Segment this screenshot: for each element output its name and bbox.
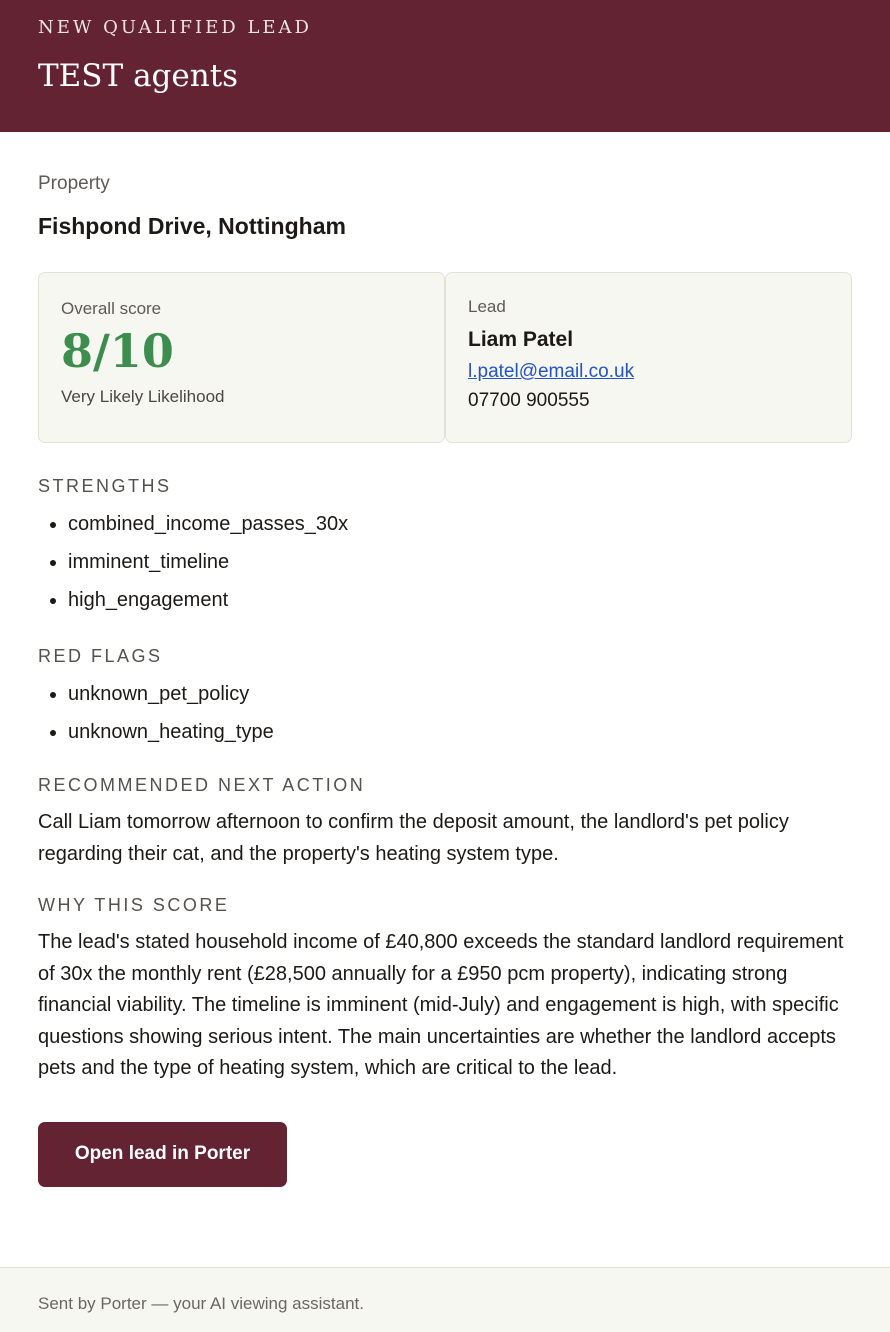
strengths-list [38, 505, 852, 619]
score-label: Overall score [61, 299, 162, 318]
email-body [0, 132, 890, 1187]
property-address: Fishpond Drive, Nottingham [38, 213, 346, 239]
red-flags-list [38, 675, 852, 751]
lead-label: Lead [468, 297, 506, 316]
lead-phone: 07700 900555 [468, 390, 590, 411]
likelihood-text: Very Likely Likelihood [61, 387, 225, 406]
email-footer: Sent by Porter — your AI viewing assistant. [0, 1267, 890, 1332]
strengths-heading: STRENGTHS [38, 476, 172, 496]
agency-title: TEST agents [38, 58, 239, 94]
list-item: • unknown_pet_policy [68, 675, 852, 713]
lead-name: Liam Patel [468, 328, 574, 351]
list-item: • unknown_heating_type [68, 713, 852, 751]
red-flags-heading: RED FLAGS [38, 646, 163, 666]
lead-card [445, 272, 852, 443]
header-eyebrow: NEW QUALIFIED LEAD [38, 17, 312, 38]
list-item: • high_engagement [68, 581, 852, 619]
score-card [38, 272, 445, 443]
list-item: • combined_income_passes_30x [68, 505, 852, 543]
next-action-heading: RECOMMENDED NEXT ACTION [38, 775, 366, 795]
why-score-heading: WHY THIS SCORE [38, 895, 230, 915]
email-header [0, 0, 890, 132]
why-score-text: The lead's stated household income of £40,800 exceeds the standard landlord requirement of 30x the monthly rent (£28,500 annually for a £950 pcm property), indicating strong financial viability. The timeline is imminent (mid-July) and engagement is high, with specific questions showing serious intent. The main uncertainties are whether the landlord accepts pets and the type of heating system, which are critical to the lead. [38, 931, 844, 1079]
property-label: Property [38, 173, 110, 194]
list-item: • imminent_timeline [68, 543, 852, 581]
next-action-text: Call Liam tomorrow afternoon to confirm the deposit amount, the landlord's pet policy regarding their cat, and the property's heating system type. [38, 811, 789, 865]
lead-email-link[interactable]: l.patel@email.co.uk [468, 361, 635, 382]
score-value: 8/10 [61, 324, 174, 378]
open-lead-button[interactable]: Open lead in Porter [38, 1122, 287, 1187]
summary-cards [38, 272, 852, 443]
